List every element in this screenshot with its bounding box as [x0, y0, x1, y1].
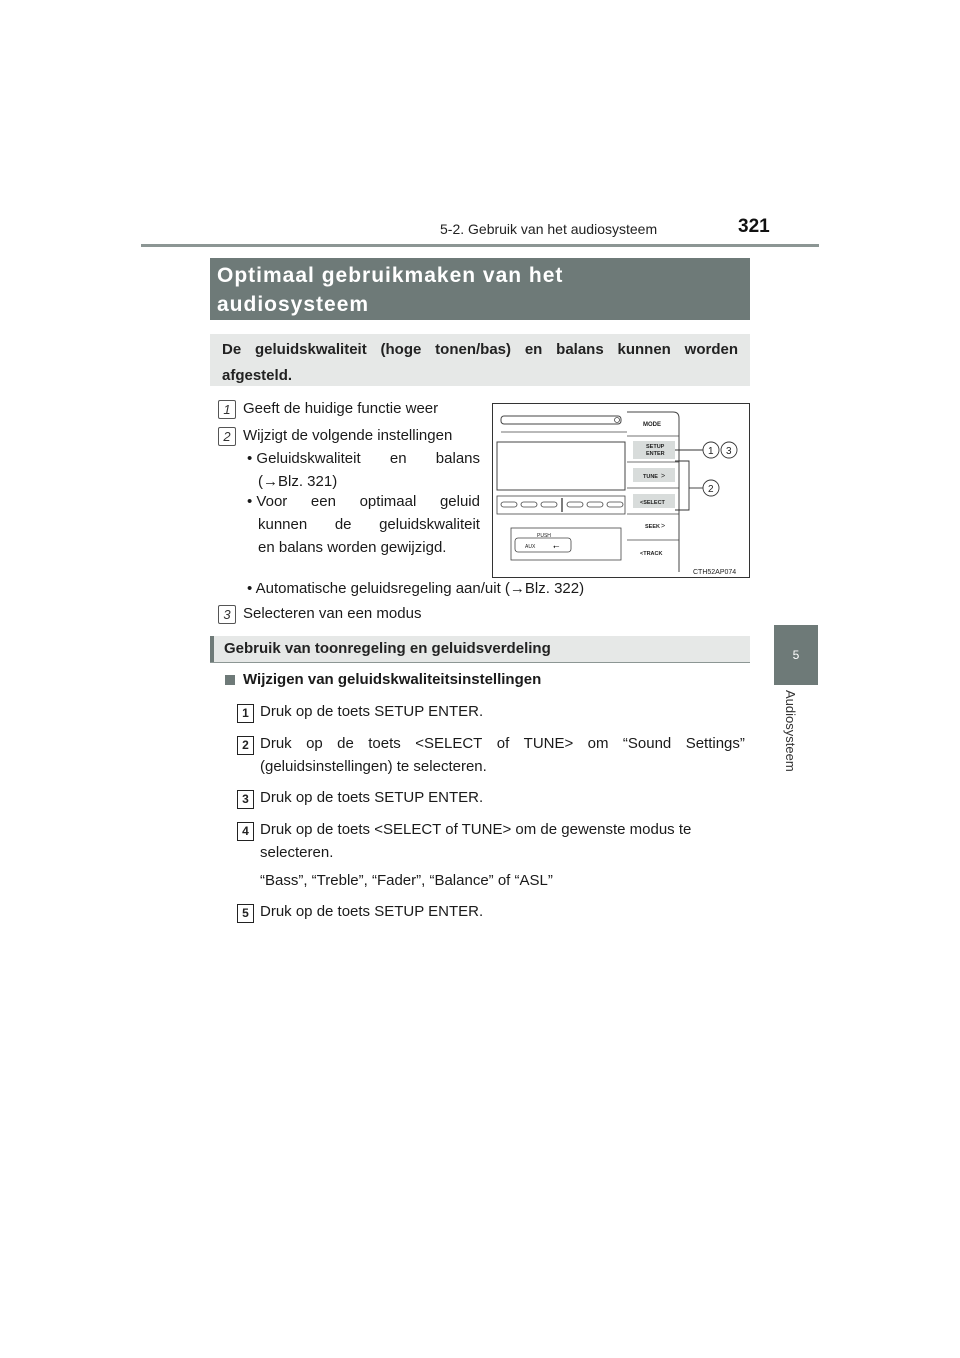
- svg-text:MODE: MODE: [643, 422, 661, 428]
- section-header: 5-2. Gebruik van het audiosysteem: [440, 221, 658, 237]
- step-note: “Bass”, “Treble”, “Fader”, “Balance” of “ASL”: [260, 872, 553, 889]
- svg-text:3: 3: [726, 446, 732, 457]
- bullet-line: en balans worden gewijzigd.: [258, 539, 447, 556]
- bullet-line: • Automatische geluidsregeling aan/uit (→Blz. 322): [247, 580, 585, 597]
- section-heading: Gebruik van toonregeling en geluidsverdeling: [210, 636, 750, 662]
- step-text: Druk op de toets <SELECT of TUNE> om de gewenste modus te: [260, 821, 692, 838]
- svg-text:ENTER: ENTER: [646, 451, 665, 457]
- subheading: Wijzigen van geluidskwaliteitsinstellingen: [243, 671, 542, 688]
- svg-text:PUSH: PUSH: [537, 533, 551, 539]
- chapter-tab: [774, 625, 818, 685]
- item-number: 1: [218, 400, 236, 419]
- item-text: Geeft de huidige functie weer: [243, 400, 439, 417]
- bullet-line: • Voor een optimaal geluid: [247, 493, 480, 510]
- step-text: Druk op de toets SETUP ENTER.: [260, 703, 484, 720]
- cd-slot: [501, 416, 621, 424]
- bullet-line: (→Blz. 321): [258, 473, 338, 490]
- display: [497, 442, 625, 490]
- svg-text:⭠: ⭠: [553, 542, 560, 551]
- svg-text:SEEK: SEEK: [645, 524, 660, 530]
- chapter-label: Audiosysteem: [783, 690, 798, 772]
- bullet-line: • Geluidskwaliteit en balans: [247, 450, 480, 467]
- svg-text:<SELECT: <SELECT: [640, 500, 665, 506]
- page-title: Optimaal gebruikmaken van het audiosysteem: [210, 258, 750, 320]
- item-text: Selecteren van een modus: [243, 605, 422, 622]
- item-number: 2: [218, 427, 236, 446]
- chapter-number: 5: [792, 648, 800, 662]
- item-text: Wijzigt de volgende instellingen: [243, 427, 453, 444]
- audio-panel-diagram: [493, 404, 749, 577]
- step-text: Druk op de toets SETUP ENTER.: [260, 903, 484, 920]
- section-divider: [210, 662, 750, 663]
- step-text: Druk op de toets <SELECT of TUNE> om “Sound Settings”: [260, 735, 745, 752]
- step-number: 1: [237, 704, 254, 723]
- step-number: 5: [237, 904, 254, 923]
- step-number: 4: [237, 822, 254, 841]
- header-divider: [141, 244, 819, 247]
- svg-text:CTH52AP074: CTH52AP074: [693, 569, 737, 576]
- svg-text:AUX: AUX: [525, 544, 536, 550]
- svg-text:1: 1: [708, 446, 714, 457]
- step-number: 2: [237, 736, 254, 755]
- svg-text:TUNE: TUNE: [643, 474, 658, 480]
- intro-text: De geluidskwaliteit (hoge tonen/bas) en balans kunnen worden afgesteld.: [210, 334, 750, 386]
- svg-text:SETUP: SETUP: [646, 444, 665, 450]
- square-bullet-icon: [225, 675, 235, 685]
- bullet-line: kunnen de geluidskwaliteit: [258, 516, 480, 533]
- item-number: 3: [218, 605, 236, 624]
- step-text-cont: (geluidsinstellingen) te selecteren.: [260, 758, 487, 775]
- step-text-cont: selecteren.: [260, 844, 334, 861]
- svg-text:>: >: [661, 523, 666, 530]
- svg-text:<TRACK: <TRACK: [640, 551, 663, 557]
- step-text: Druk op de toets SETUP ENTER.: [260, 789, 484, 806]
- step-number: 3: [237, 790, 254, 809]
- audio-panel-figure: [492, 403, 750, 578]
- page-number: 321: [738, 216, 770, 237]
- svg-text:>: >: [661, 473, 666, 480]
- svg-text:2: 2: [708, 484, 714, 495]
